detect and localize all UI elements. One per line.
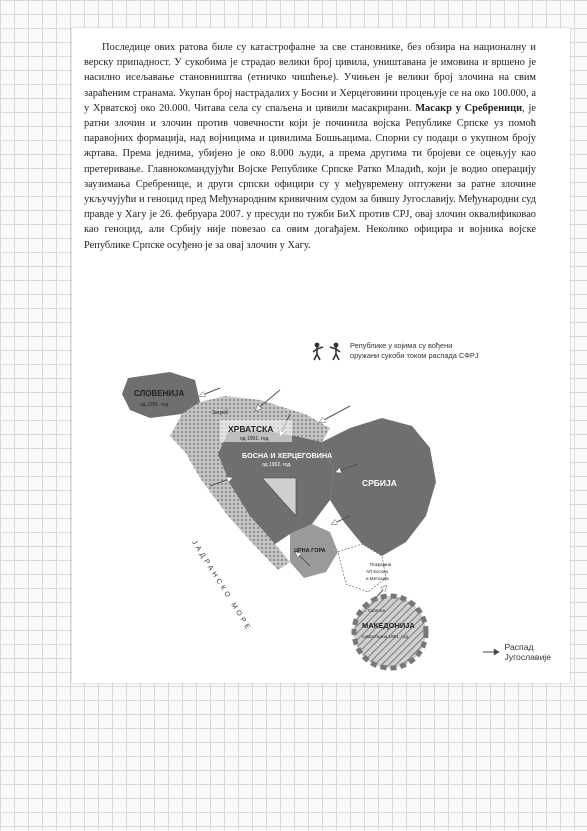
textbook-page: [72, 28, 570, 683]
macedonia-label: МАКЕДОНИЈА: [362, 621, 415, 630]
skopje-label: Скопље: [368, 608, 386, 613]
bih-label: БОСНА И ХЕРЦЕГОВИНА: [242, 451, 333, 460]
zagreb-label: Загреб: [212, 410, 228, 416]
paragraph: [84, 40, 536, 253]
legend-line-1: Републике у којима су вођени: [350, 341, 453, 350]
macedonia-note: самостална 1991. год.: [362, 634, 410, 639]
macedonia-region: [354, 596, 426, 668]
serbia-label: СРБИЈА: [362, 478, 397, 488]
kosovo-note-1: Покрајина: [370, 562, 392, 567]
paragraph-text-2: , је ратни злочин и злочин против човечности који је починила војска Републике Српске уз помоћ паравојних формација, над војницима и цивилима Бошњацима. Спорни су подаци о укупном броју жртава. Према једнима, убијено је око 8.000 људи, а према другима ти бројеви се оцењују као претеривање. Главнокомандујући Војске Републике Српске Ратко Младић, који је водио операцију заузимања Сребренице, и други српски официри су у међувремену оптужени за ратне злочине укључујући и геноцид пред Међународним кривичним судом за бившу Југославију. Међународни суд правде у Хагу је 26. фебруара 2007. у пресуди по тужби БиХ против СРЈ, овај злочин оквалификовао као геноцид, али Србију није повезао са овим догађајем. Неколико официра и војника војске Републике Српске осуђено је за овај злочин у Хагу.: [84, 102, 536, 251]
map-legend: [310, 341, 550, 361]
legend-line-2: оружани сукоби током распада СФРЈ: [350, 351, 479, 360]
map-caption: [482, 642, 570, 662]
text-block: [84, 40, 536, 253]
bih-note: од 1992. год.: [262, 462, 292, 468]
montenegro-label: ЦРНА ГОРА: [294, 548, 326, 554]
yugoslavia-breakup-map: [100, 366, 480, 676]
slovenia-label: СЛОВЕНИЈА: [134, 389, 185, 398]
arrow-icon: [482, 647, 501, 657]
srebrenica-heading: Масакр у Сребреници: [415, 102, 523, 114]
paragraph-text-1: Последице ових ратова биле су катастрофалне за све становнике, без обзира на националну и верску припадност. У сукобима је страдао велики број цивила, уништавана је имовина и вршено је насилно исељавање становништва (етничко чишћење). Учињен је велики број злочина на свим зараћеним странама. Укупан број настрадалих у Босни и Херцеговини процењује се на око 100.000, а у Хрватској око 20.000. Читава села су спаљена и цивили масакрирани.: [84, 42, 536, 114]
kosovo-note-2: АП Косово: [366, 569, 389, 574]
fighting-figures-icon: [310, 341, 344, 361]
slovenia-note: од 1991. год.: [140, 402, 170, 408]
caption-text: Распад Југославије: [504, 642, 551, 662]
croatia-label: ХРВАТСКА: [228, 424, 274, 434]
croatia-note: од 1991. год.: [240, 436, 270, 442]
kosovo-note-3: и Метохија: [366, 576, 389, 581]
sea-label: ЈАДРАНСКО МОРЕ: [190, 539, 253, 634]
